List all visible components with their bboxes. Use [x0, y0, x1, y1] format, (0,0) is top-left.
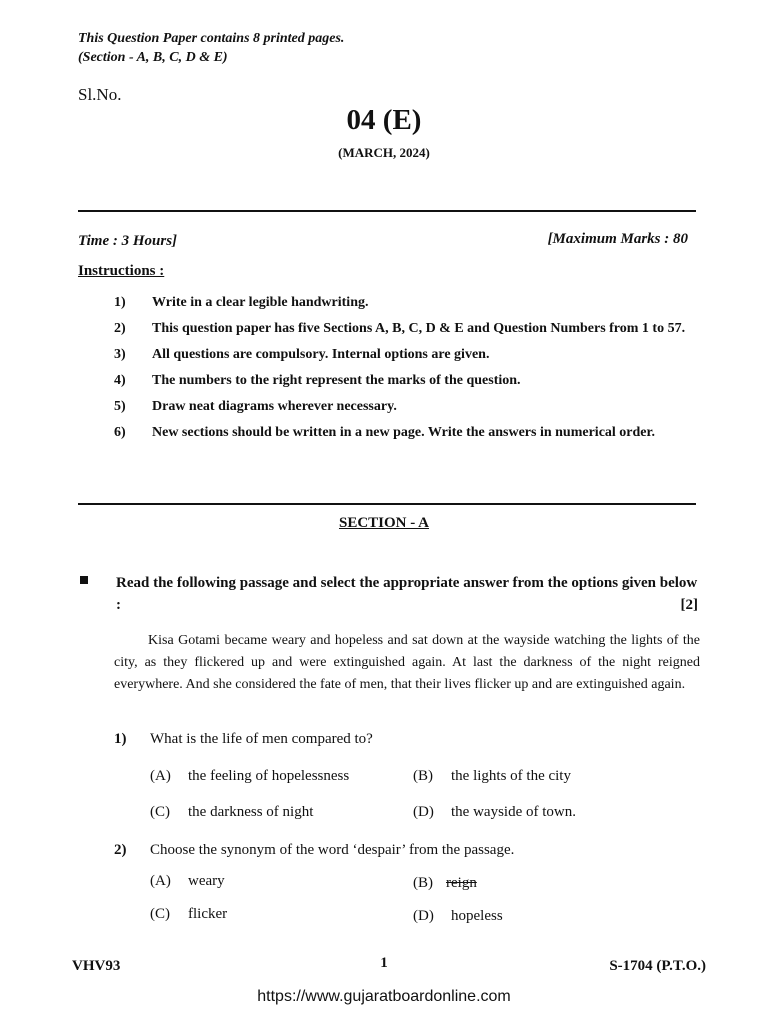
question-text: What is the life of men compared to?: [150, 731, 373, 747]
pages-note: This Question Paper contains 8 printed pages.: [78, 31, 345, 46]
sheet-code-pto: S-1704 (P.T.O.): [609, 958, 706, 974]
option-label: (C): [150, 804, 170, 820]
question-number: 2): [114, 842, 127, 858]
instructions-divider: [78, 503, 696, 505]
instruction-item: [114, 344, 704, 366]
instructions-list: [114, 292, 704, 444]
option-label: (C): [150, 906, 170, 922]
instruction-text: Draw neat diagrams wherever necessary.: [152, 399, 397, 414]
paper-code-footer: VHV93: [72, 958, 121, 974]
instruction-item: [114, 292, 704, 314]
time-allowed: Time : 3 Hours]: [78, 233, 178, 249]
question-intro: [116, 572, 698, 616]
instruction-item: [114, 370, 704, 392]
page-number: 1: [380, 955, 388, 971]
instruction-text: New sections should be written in a new page. Write the answers in numerical order.: [152, 425, 655, 440]
option-label: (B): [413, 875, 433, 891]
option-label: (D): [413, 804, 434, 820]
option-text: hopeless: [451, 908, 503, 924]
source-url[interactable]: https://www.gujaratboardonline.com: [257, 988, 511, 1005]
instruction-item: [114, 422, 704, 444]
option-text: flicker: [188, 906, 228, 922]
sections-note: (Section - A, B, C, D & E): [78, 50, 228, 65]
instruction-number: 5): [114, 399, 126, 414]
option-label: (A): [150, 873, 171, 889]
instruction-number: 2): [114, 321, 126, 336]
option-label: (A): [150, 768, 171, 784]
question-intro-text: Read the following passage and select the appropriate answer from the options given below :: [116, 575, 698, 613]
instruction-number: 4): [114, 373, 126, 388]
instruction-number: 6): [114, 425, 126, 440]
option-text: the wayside of town.: [451, 804, 576, 820]
serial-number-label: Sl.No.: [78, 85, 122, 104]
instruction-text: Write in a clear legible handwriting.: [152, 295, 369, 310]
square-bullet-icon: [80, 576, 88, 584]
option-label: (B): [413, 768, 433, 784]
option-label: (D): [413, 908, 434, 924]
option-text: weary: [188, 873, 225, 889]
option-text: the lights of the city: [451, 768, 571, 784]
instruction-text: This question paper has five Sections A, B, C, D & E and Question Numbers from 1 to 57.: [152, 321, 686, 336]
section-title: SECTION - A: [338, 515, 430, 531]
paper-code: 04 (E): [346, 104, 422, 136]
question-number: 1): [114, 731, 127, 747]
question-text: Choose the synonym of the word ‘despair’ from the passage.: [150, 842, 515, 858]
instruction-item: [114, 318, 704, 340]
question-marks: [2]: [680, 597, 698, 613]
header-divider: [78, 210, 696, 212]
instruction-number: 3): [114, 347, 126, 362]
option-text: the feeling of hopelessness: [188, 768, 350, 784]
instruction-item: [114, 396, 704, 418]
option-text: reign: [446, 875, 477, 891]
instruction-text: All questions are compulsory. Internal options are given.: [152, 347, 490, 362]
reading-passage: Kisa Gotami became weary and hopeless and sat down at the wayside watching the lights of the city, as they flickered up and were extinguished again. At last the darkness of the night reigned everywhere. And she considered the fate of men, that their lives flicker up and are extinguished again.: [114, 633, 700, 692]
maximum-marks: [Maximum Marks : 80: [547, 231, 688, 247]
option-text: the darkness of night: [188, 804, 314, 820]
exam-session: (MARCH, 2024): [338, 145, 430, 160]
instructions-title: Instructions :: [78, 263, 165, 279]
instruction-number: 1): [114, 295, 126, 310]
instruction-text: The numbers to the right represent the marks of the question.: [152, 373, 521, 388]
